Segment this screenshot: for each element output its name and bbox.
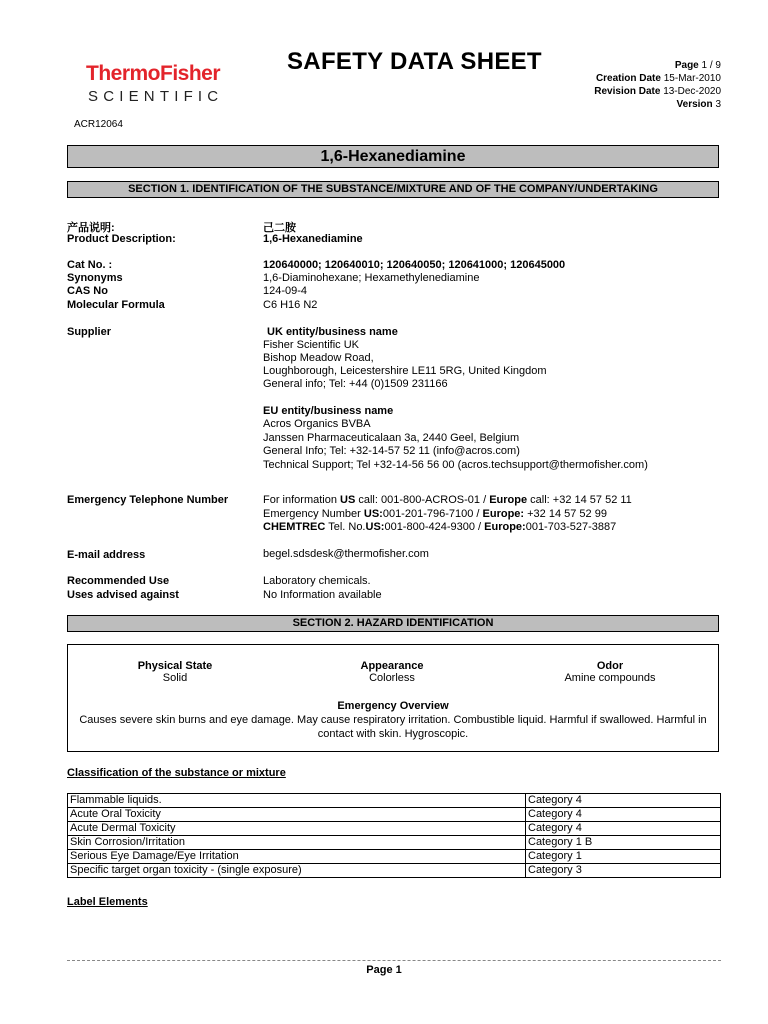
footer-divider [67, 960, 721, 961]
hazard-category-cell: Category 4 [526, 822, 721, 836]
creation-date-label: Creation Date [595, 73, 661, 84]
section1-heading: SECTION 1. IDENTIFICATION OF THE SUBSTANCE/MIXTURE AND OF THE COMPANY/UNDERTAKING [67, 181, 719, 198]
eu-entity-line: Technical Support; Tel +32-14-56 56 00 (acros.techsupport@thermofisher.com) [263, 459, 648, 471]
physical-state-label: Physical State [137, 660, 213, 672]
appearance-label: Appearance [360, 660, 424, 672]
emergency-region: Europe: [484, 521, 526, 533]
emergency-overview-label: Emergency Overview [337, 700, 449, 712]
odor-value: Amine compounds [564, 672, 656, 684]
cat-no-label: Cat No. : [67, 259, 113, 271]
creation-date-value: 15-Mar-2010 [663, 73, 721, 84]
eu-entity-line: General Info; Tel: +32-14-57 52 11 (info@acros.com) [263, 445, 520, 457]
hazard-class-cell: Serious Eye Damage/Eye Irritation [68, 850, 526, 864]
table-row [68, 794, 721, 808]
hazard-overview-box [67, 644, 719, 752]
uses-advised-against-value: No Information available [263, 589, 382, 601]
eu-entity-heading: EU entity/business name [263, 405, 394, 417]
odor-column [540, 660, 680, 684]
emergency-text: 001-703-527-3887 [525, 521, 617, 533]
page-label: Page [674, 60, 699, 71]
emergency-text: call: +32 14 57 52 11 [527, 494, 632, 506]
table-row [68, 808, 721, 822]
table-row [68, 822, 721, 836]
label-elements-heading: Label Elements [67, 896, 148, 908]
product-description-label: Product Description: [67, 233, 176, 245]
emergency-text: call: 001-800-ACROS-01 / [355, 494, 490, 506]
emergency-overview-text: Causes severe skin burns and eye damage. May cause respiratory irritation. Combustible liquid. Harmful if swallowed. Harmful in contact with skin. Hygroscopic. [79, 714, 707, 740]
hazard-class-cell: Skin Corrosion/Irritation [68, 836, 526, 850]
emergency-info-line [263, 494, 632, 506]
hazard-class-cell: Acute Oral Toxicity [68, 808, 526, 822]
molecular-formula-label: Molecular Formula [67, 299, 165, 311]
molecular-formula-value: C6 H16 N2 [263, 299, 318, 311]
uk-entity-line: General info; Tel: +44 (0)1509 231166 [263, 378, 448, 390]
chemtrec-line [263, 521, 616, 533]
emergency-text: Tel. No. [325, 521, 366, 533]
email-label: E-mail address [67, 549, 146, 561]
emergency-number-line [263, 508, 607, 520]
brand-logo-scientific: SCIENTIFIC [88, 88, 224, 105]
email-value: begel.sdsdesk@thermofisher.com [263, 548, 429, 560]
classification-heading: Classification of the substance or mixture [67, 767, 286, 779]
supplier-label: Supplier [67, 326, 112, 338]
hazard-class-cell: Specific target organ toxicity - (single exposure) [68, 864, 526, 878]
product-title-bar: 1,6-Hexanediamine [67, 145, 719, 168]
appearance-column [322, 660, 462, 684]
hazard-class-cell: Flammable liquids. [68, 794, 526, 808]
table-row [68, 850, 721, 864]
product-description-value: 1,6-Hexanediamine [263, 233, 363, 245]
version-label: Version [676, 99, 713, 110]
cas-no-value: 124-09-4 [263, 285, 308, 297]
cat-no-value: 120640000; 120640010; 120640050; 120641000; 120645000 [263, 259, 566, 271]
uses-advised-against-label: Uses advised against [67, 589, 179, 601]
synonyms-label: Synonyms [67, 272, 123, 284]
brand-logo-thermofisher: ThermoFisher [86, 62, 221, 85]
emergency-region: Europe [489, 494, 528, 506]
physical-state-value: Solid [162, 672, 188, 684]
hazard-category-cell: Category 4 [526, 794, 721, 808]
classification-table [67, 793, 721, 878]
eu-entity-line: Acros Organics BVBA [263, 418, 371, 430]
emergency-region: US: [363, 508, 383, 520]
footer-page-number: Page 1 [366, 964, 402, 976]
table-row [68, 864, 721, 878]
emergency-region: US: [365, 521, 385, 533]
hazard-category-cell: Category 1 B [526, 836, 721, 850]
hazard-class-cell: Acute Dermal Toxicity [68, 822, 526, 836]
hazard-category-cell: Category 4 [526, 808, 721, 822]
cn-product-value: 己二胺 [263, 222, 296, 234]
revision-date-value: 13-Dec-2020 [663, 86, 721, 97]
emergency-region: Europe: [482, 508, 525, 520]
uk-entity-line: Loughborough, Leicestershire LE11 5RG, United Kingdom [263, 365, 547, 377]
hazard-category-cell: Category 1 [526, 850, 721, 864]
document-title: SAFETY DATA SHEET [287, 48, 542, 75]
emergency-text: 001-800-424-9300 / [384, 521, 485, 533]
cn-product-label: 产品说明: [67, 222, 115, 234]
emergency-text: Emergency Number [263, 508, 364, 520]
page-value: 1 / 9 [701, 60, 721, 71]
section2-heading: SECTION 2. HAZARD IDENTIFICATION [67, 615, 719, 632]
emergency-region: US [340, 494, 356, 506]
uk-entity-line: Fisher Scientific UK [263, 339, 359, 351]
synonyms-value: 1,6-Diaminohexane; Hexamethylenediamine [263, 272, 480, 284]
emergency-text: For information [263, 494, 341, 506]
appearance-value: Colorless [369, 672, 415, 684]
emergency-text: +32 14 57 52 99 [524, 508, 607, 520]
emergency-text: 001-201-796-7100 / [382, 508, 483, 520]
uk-entity-line: Bishop Meadow Road, [263, 352, 374, 364]
physical-state-column [105, 660, 245, 684]
version-value: 3 [715, 99, 721, 110]
document-id: ACR12064 [74, 119, 123, 130]
emergency-phone-label: Emergency Telephone Number [67, 494, 229, 506]
recommended-use-label: Recommended Use [67, 575, 170, 587]
chemtrec-label: CHEMTREC [263, 521, 326, 533]
cas-no-label: CAS No [67, 285, 108, 297]
hazard-category-cell: Category 3 [526, 864, 721, 878]
recommended-use-value: Laboratory chemicals. [263, 575, 371, 587]
table-row [68, 836, 721, 850]
eu-entity-line: Janssen Pharmaceuticalaan 3a, 2440 Geel, Belgium [263, 432, 520, 444]
odor-label: Odor [596, 660, 624, 672]
revision-date-label: Revision Date [594, 86, 661, 97]
uk-entity-heading: UK entity/business name [267, 326, 398, 338]
document-meta [594, 59, 721, 111]
